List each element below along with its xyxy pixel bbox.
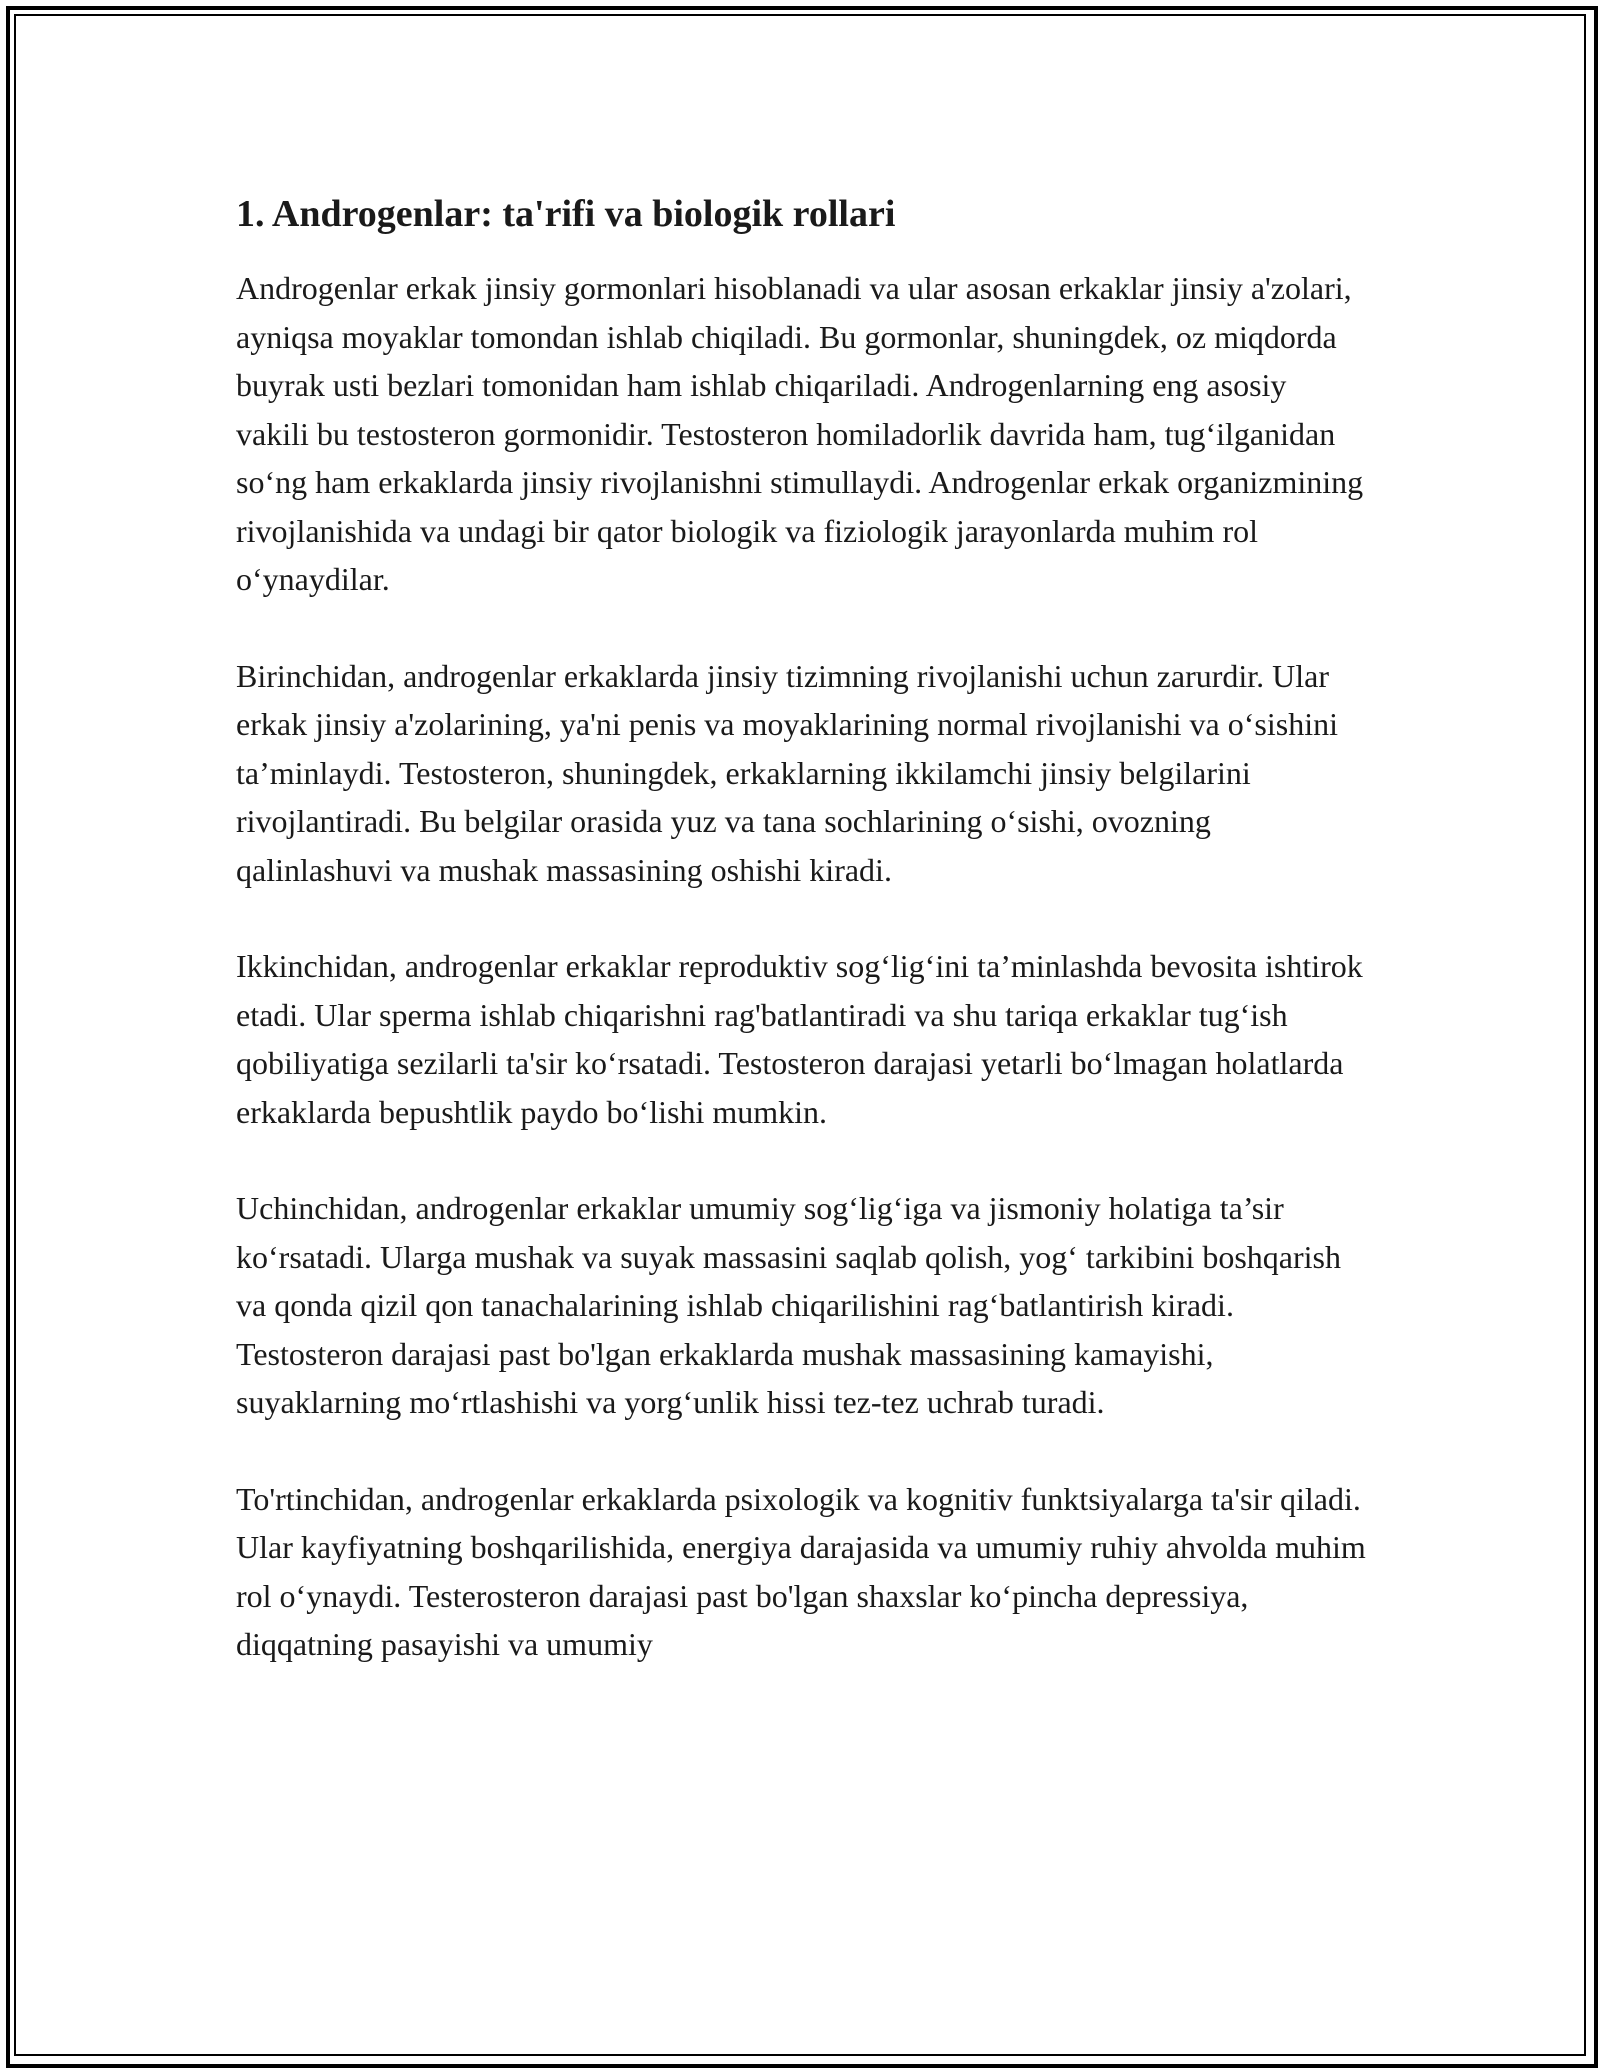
paragraph-fourth: To'rtinchidan, androgenlar erkaklarda psixologik va kognitiv funktsiyalarga ta'sir qiladi. Ular kayfiyatning boshqarilishida, energiya darajasida va umumiy ruhiy ahvolda muhim rol o‘ynaydi. Testerosteron darajasi past bo'lgan shaxslar ko‘pincha depressiya, diqqatning pasayishi va umumiy [236, 1480, 1366, 1662]
section-heading: 1. Androgenlar: ta'rifi va biologik rollari [236, 193, 896, 235]
paragraph-first: Birinchidan, androgenlar erkaklarda jinsiy tizimning rivojlanishi uchun zarurdir. Ular erkak jinsiy a'zolarining, ya'ni penis va moyaklarining normal rivojlanishi va o‘sishini ta’minlaydi. Testosteron, shuningdek, erkaklarning ikkilamchi jinsiy belgilarini rivojlantiradi. Bu belgilar orasida yuz va tana sochlarining o‘sishi, ovozning qalinlashuvi va mushak massasining oshishi kiradi. [236, 657, 1338, 888]
paragraph-second: Ikkinchidan, androgenlar erkaklar reproduktiv sog‘lig‘ini ta’minlashda bevosita ishtirok etadi. Ular sperma ishlab chiqarishni rag'batlantiradi va shu tariqa erkaklar tug‘ish qobiliyatiga sezilarli ta'sir ko‘rsatadi. Testosteron darajasi yetarli bo‘lmagan holatlarda erkaklarda bepushtlik paydo bo‘lishi mumkin. [236, 948, 1363, 1130]
paragraph-intro: Androgenlar erkak jinsiy gormonlari hisoblanadi va ular asosan erkaklar jinsiy a'zolari, ayniqsa moyaklar tomondan ishlab chiqiladi. Bu gormonlar, shuningdek, oz miqdorda buyrak usti bezlari tomonidan ham ishlab chiqariladi. Androgenlarning eng asosiy vakili bu testosteron gormonidir. Testosteron homiladorlik davrida ham, tug‘ilganidan so‘ng ham erkaklarda jinsiy rivojlanishni stimullaydi. Androgenlar erkak organizmining rivojlanishida va undagi bir qator biologik va fiziologik jarayonlarda muhim rol o‘ynaydilar. [236, 270, 1364, 597]
document-body [236, 186, 1366, 1717]
paragraph-third: Uchinchidan, androgenlar erkaklar umumiy sog‘lig‘iga va jismoniy holatiga ta’sir ko‘rsatadi. Ularga mushak va suyak massasini saqlab qolish, yog‘ tarkibini boshqarish va qonda qizil qon tanachalarining ishlab chiqarilishini rag‘batlantirish kiradi. Testosteron darajasi past bo'lgan erkaklarda mushak massasining kamayishi, suyaklarning mo‘rtlashishi va yorg‘unlik hissi tez-tez uchrab turadi. [236, 1190, 1341, 1420]
